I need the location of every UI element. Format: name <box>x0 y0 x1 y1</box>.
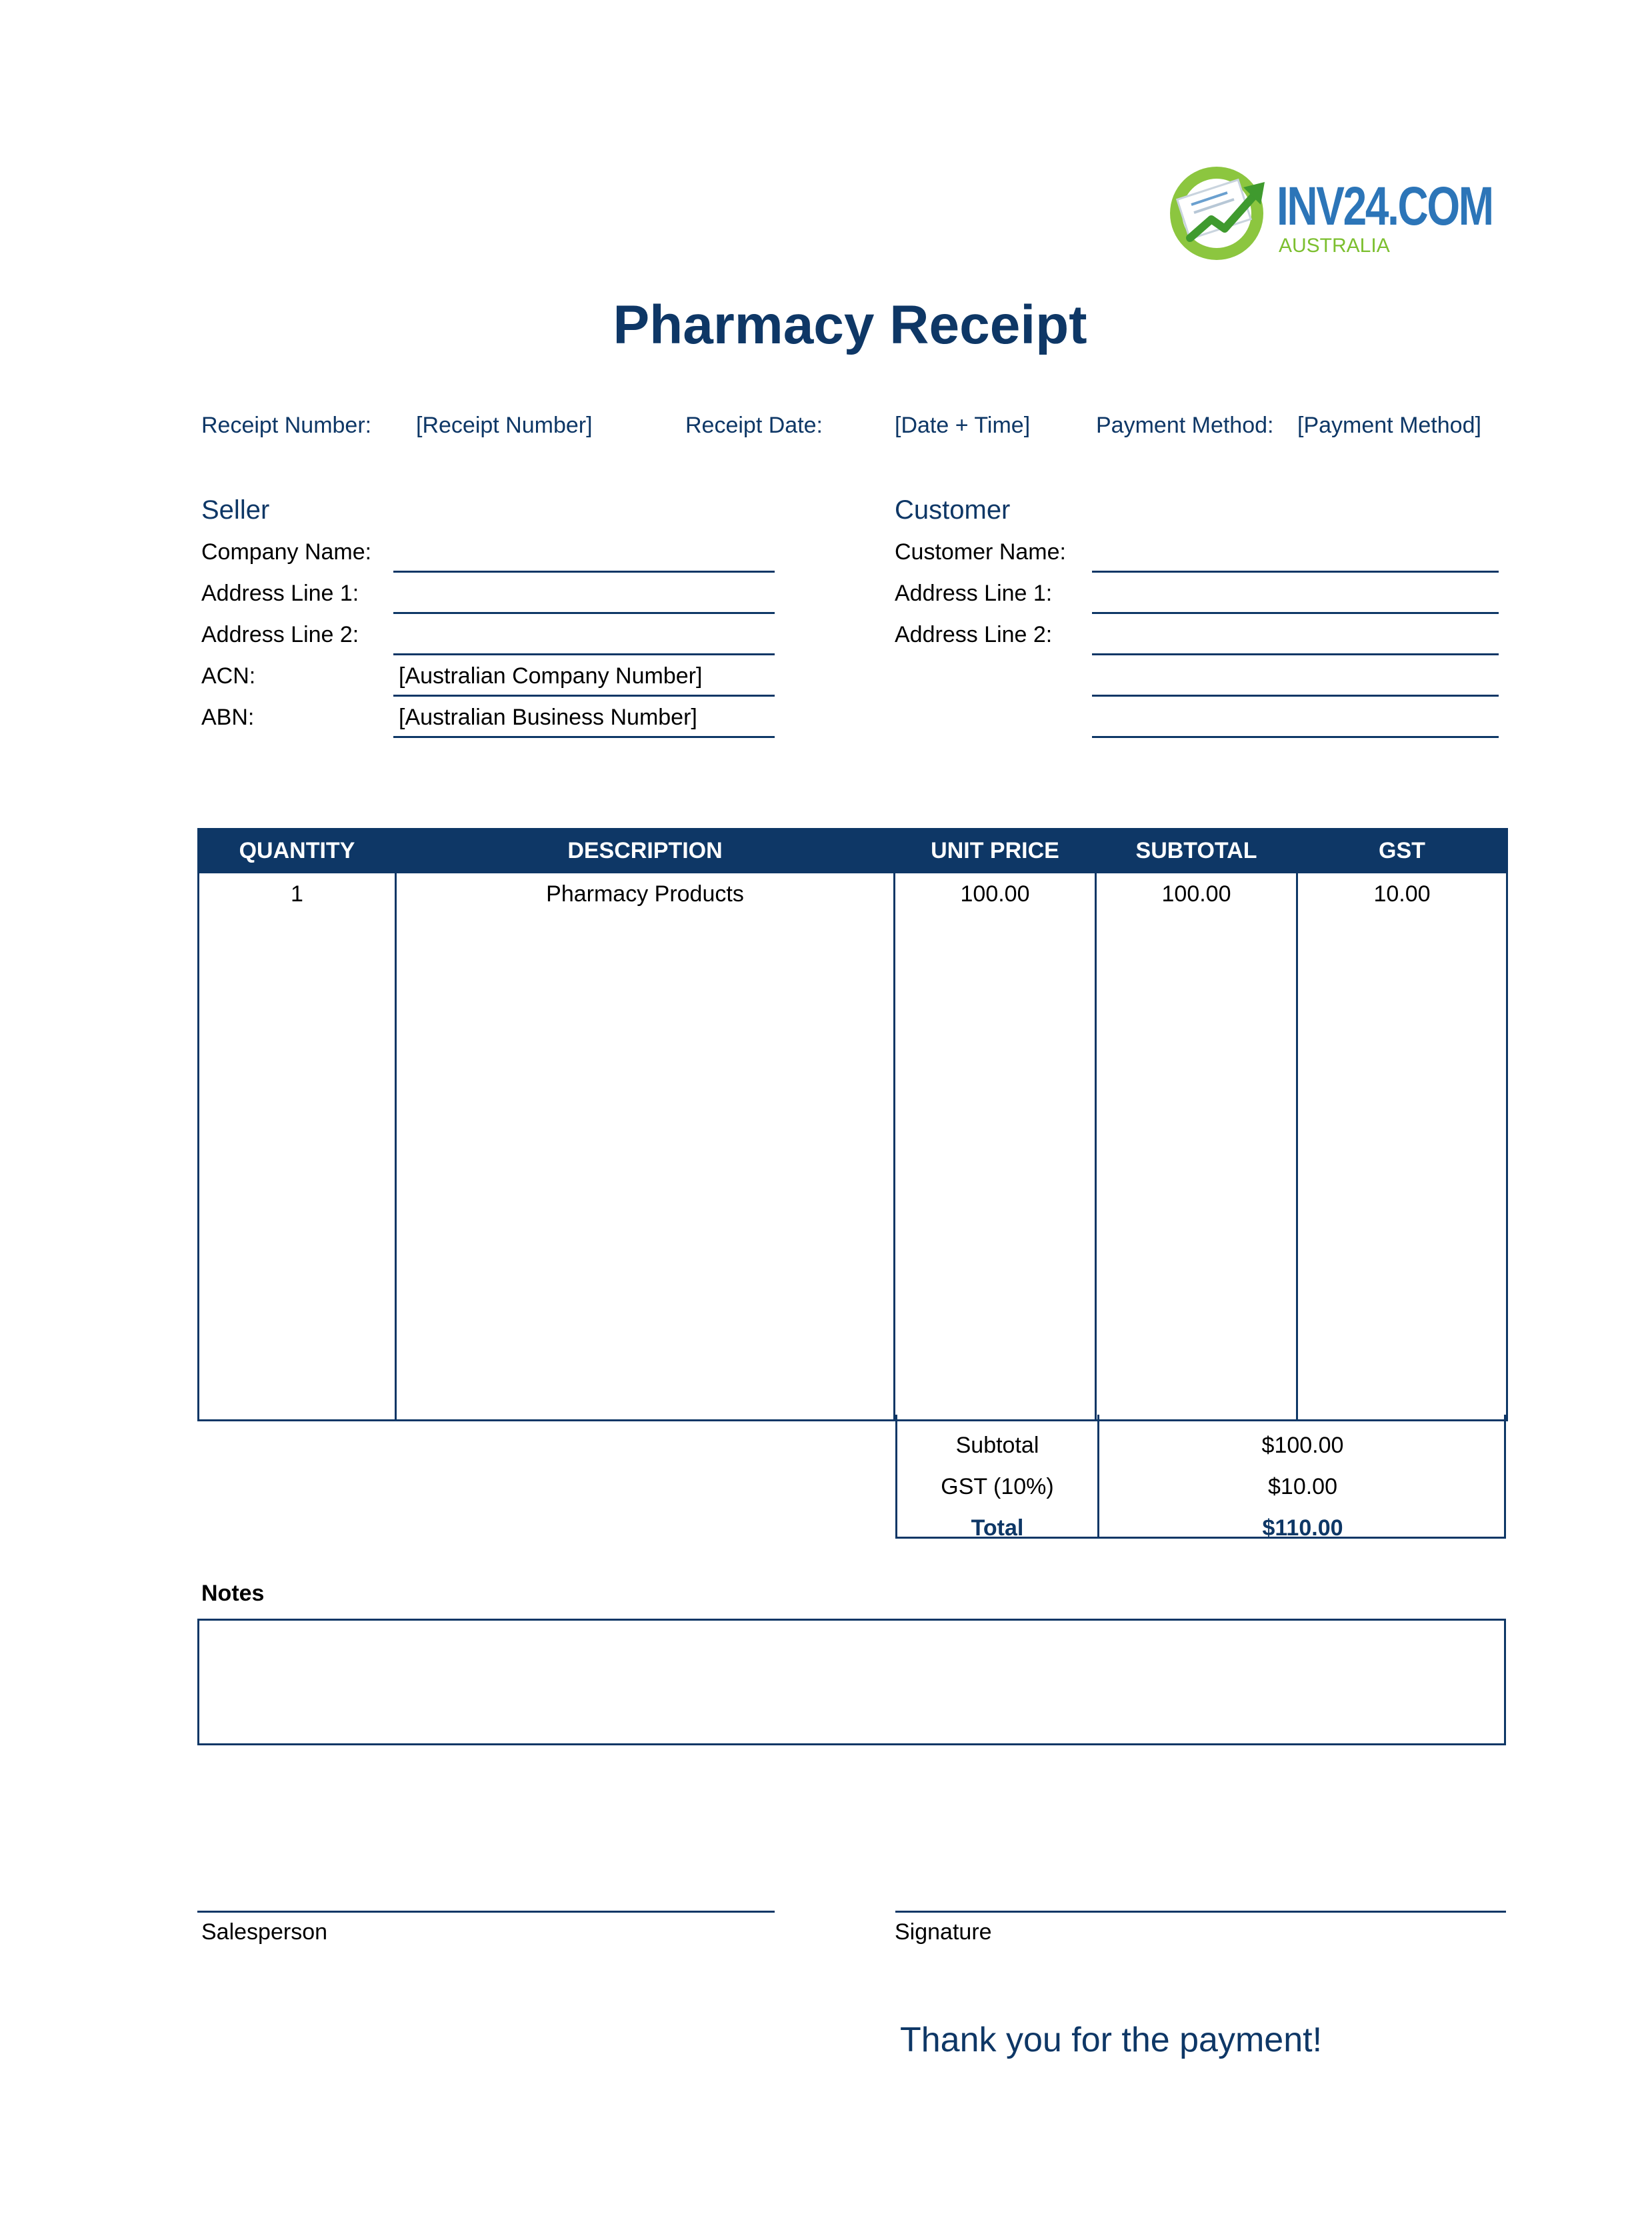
signature-line[interactable] <box>895 1911 1506 1913</box>
total-label: Total <box>971 1515 1024 1541</box>
header-unit-price: UNIT PRICE <box>895 829 1096 873</box>
customer-address1-label: Address Line 1: <box>895 581 1053 606</box>
table-row <box>199 873 1507 1421</box>
thank-you-message: Thank you for the payment! <box>900 2021 1323 2059</box>
salesperson-line[interactable] <box>197 1911 775 1913</box>
customer-extra-field-1[interactable] <box>1092 695 1499 697</box>
items-table <box>197 828 1508 1421</box>
cell-subtotal[interactable]: 100.00 <box>1096 873 1297 1421</box>
cell-unit-price[interactable]: 100.00 <box>895 873 1096 1421</box>
seller-company-name-label: Company Name: <box>201 539 372 565</box>
signature-label: Signature <box>895 1919 992 1945</box>
seller-abn-value[interactable]: [Australian Business Number] <box>399 705 697 730</box>
logo-subtitle: AUSTRALIA <box>1279 235 1390 257</box>
logo-mark-icon <box>1170 167 1265 260</box>
gst-label: GST (10%) <box>941 1474 1054 1499</box>
customer-heading: Customer <box>895 495 1011 525</box>
totals-box <box>895 1415 1506 1539</box>
payment-method-label: Payment Method: <box>1096 413 1274 438</box>
customer-address2-field[interactable] <box>1092 653 1499 655</box>
customer-address1-field[interactable] <box>1092 612 1499 614</box>
seller-address2-field[interactable] <box>393 653 775 655</box>
seller-heading: Seller <box>201 495 270 525</box>
gst-value: $10.00 <box>1268 1474 1337 1499</box>
receipt-date-value[interactable]: [Date + Time] <box>895 413 1031 438</box>
seller-address2-label: Address Line 2: <box>201 622 359 647</box>
customer-address2-label: Address Line 2: <box>895 622 1053 647</box>
logo-brand: INV24.COM <box>1277 176 1493 237</box>
customer-name-field[interactable] <box>1092 571 1499 573</box>
items-header-row <box>199 829 1507 873</box>
customer-extra-field-2[interactable] <box>1092 736 1499 738</box>
seller-acn-field[interactable] <box>393 695 775 697</box>
payment-method-value[interactable]: [Payment Method] <box>1297 413 1481 438</box>
subtotal-label: Subtotal <box>955 1433 1039 1458</box>
seller-address1-field[interactable] <box>393 612 775 614</box>
cell-description[interactable]: Pharmacy Products <box>396 873 895 1421</box>
header-description: DESCRIPTION <box>396 829 895 873</box>
seller-company-name-field[interactable] <box>393 571 775 573</box>
customer-name-label: Customer Name: <box>895 539 1066 565</box>
notes-label: Notes <box>201 1581 265 1606</box>
cell-gst[interactable]: 10.00 <box>1297 873 1507 1421</box>
seller-abn-label: ABN: <box>201 705 255 730</box>
subtotal-value: $100.00 <box>1261 1433 1344 1458</box>
salesperson-label: Salesperson <box>201 1919 328 1945</box>
seller-acn-label: ACN: <box>201 663 256 689</box>
header-gst: GST <box>1297 829 1507 873</box>
notes-textarea[interactable] <box>197 1619 1506 1745</box>
header-quantity: QUANTITY <box>199 829 396 873</box>
seller-abn-field[interactable] <box>393 736 775 738</box>
receipt-number-label: Receipt Number: <box>201 413 372 438</box>
header-subtotal: SUBTOTAL <box>1096 829 1297 873</box>
cell-quantity[interactable]: 1 <box>199 873 396 1421</box>
seller-address1-label: Address Line 1: <box>201 581 359 606</box>
seller-acn-value[interactable]: [Australian Company Number] <box>399 663 703 689</box>
receipt-number-value[interactable]: [Receipt Number] <box>416 413 593 438</box>
receipt-date-label: Receipt Date: <box>685 413 823 438</box>
page-title: Pharmacy Receipt <box>613 295 1087 355</box>
total-value: $110.00 <box>1262 1515 1343 1541</box>
